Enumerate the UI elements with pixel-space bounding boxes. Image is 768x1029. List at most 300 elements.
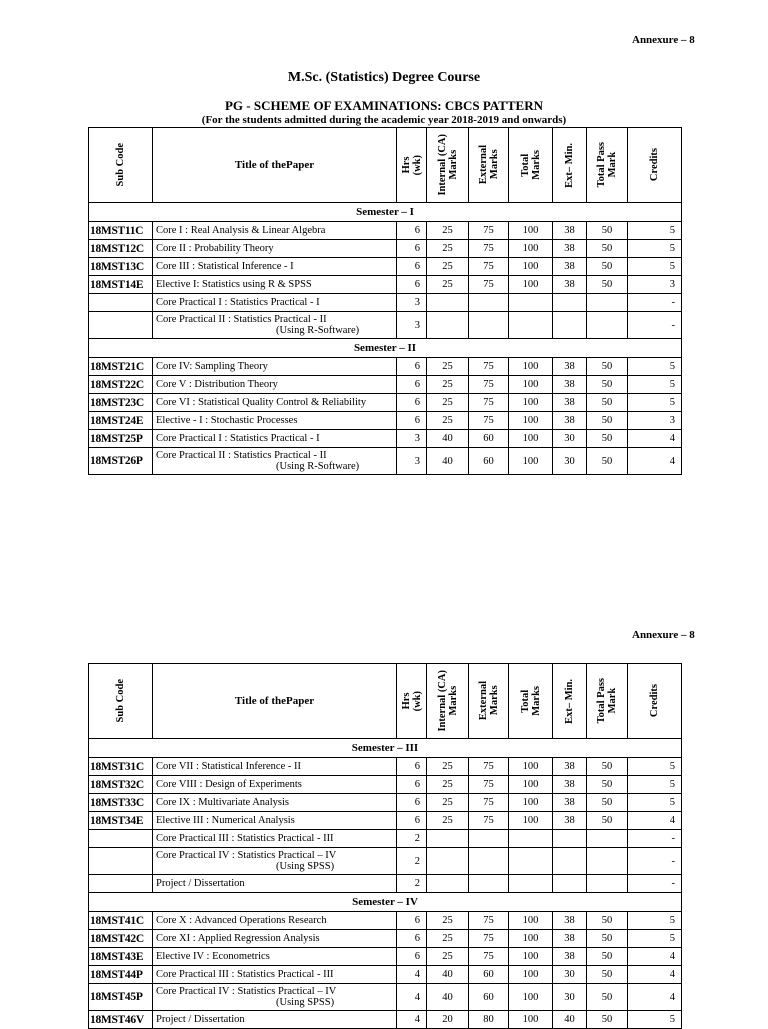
- paper-title: Core I : Real Analysis & Linear Algebra: [156, 225, 326, 236]
- external-marks: 75: [469, 412, 509, 430]
- internal-marks: 25: [427, 812, 469, 830]
- external-marks: 60: [469, 448, 509, 475]
- hours: 6: [397, 276, 427, 294]
- ext-min: [553, 830, 587, 848]
- header-external-marks: [469, 128, 509, 203]
- credits: 5: [628, 394, 682, 412]
- total-pass-mark: 50: [587, 394, 628, 412]
- header-sub-code: [89, 664, 153, 739]
- total-marks: 100: [509, 812, 553, 830]
- total-marks: 100: [509, 222, 553, 240]
- ext-min: 38: [553, 412, 587, 430]
- credits: 5: [628, 794, 682, 812]
- paper-title-cell: [153, 875, 397, 893]
- ext-min: 38: [553, 222, 587, 240]
- ext-min: 38: [553, 394, 587, 412]
- external-marks: [469, 294, 509, 312]
- header-sub-code-label: Sub Code: [115, 143, 126, 187]
- paper-title-cell: [153, 912, 397, 930]
- paper-title: Core IX : Multivariate Analysis: [156, 797, 289, 808]
- external-marks: 75: [469, 930, 509, 948]
- header-ext-min: [553, 664, 587, 739]
- paper-title-cell: [153, 930, 397, 948]
- table-row: [89, 240, 682, 258]
- sub-code: 18MST23C: [89, 394, 153, 412]
- paper-title: Core Practical II : Statistics Practical - II: [156, 450, 327, 461]
- ext-min: 30: [553, 448, 587, 475]
- total-marks: 100: [509, 258, 553, 276]
- total-marks: [509, 294, 553, 312]
- ext-min: 38: [553, 948, 587, 966]
- paper-title: Project / Dissertation: [156, 1014, 245, 1025]
- hours: 6: [397, 358, 427, 376]
- credits: -: [628, 848, 682, 875]
- total-pass-mark: [587, 312, 628, 339]
- hours: 6: [397, 948, 427, 966]
- credits: 4: [628, 948, 682, 966]
- sub-code: [89, 312, 153, 339]
- header-total-pass-mark-label: Total Pass Mark: [596, 142, 618, 188]
- external-marks: [469, 875, 509, 893]
- hours: 4: [397, 984, 427, 1011]
- sub-code: 18MST34E: [89, 812, 153, 830]
- table-row: [89, 948, 682, 966]
- table-row: [89, 376, 682, 394]
- header-external-marks-label: External Marks: [477, 681, 500, 721]
- header-total-marks: [509, 664, 553, 739]
- paper-subtitle: (Using SPSS): [276, 861, 335, 872]
- hours: 2: [397, 875, 427, 893]
- table-row: [89, 1011, 682, 1029]
- header-total-marks: [509, 128, 553, 203]
- external-marks: 75: [469, 376, 509, 394]
- internal-marks: 25: [427, 394, 469, 412]
- total-pass-mark: [587, 294, 628, 312]
- internal-marks: [427, 294, 469, 312]
- internal-marks: 25: [427, 276, 469, 294]
- credits: 4: [628, 812, 682, 830]
- internal-marks: 25: [427, 776, 469, 794]
- annexure-label-page-2: Annexure – 8: [632, 629, 695, 641]
- total-pass-mark: 50: [587, 930, 628, 948]
- total-marks: 100: [509, 394, 553, 412]
- paper-title-cell: [153, 966, 397, 984]
- external-marks: 75: [469, 258, 509, 276]
- table-row: [89, 294, 682, 312]
- total-pass-mark: 50: [587, 430, 628, 448]
- hours: 6: [397, 376, 427, 394]
- internal-marks: [427, 830, 469, 848]
- sub-code: 18MST14E: [89, 276, 153, 294]
- total-marks: 100: [509, 758, 553, 776]
- hours: 6: [397, 812, 427, 830]
- hours: 3: [397, 312, 427, 339]
- credits: 5: [628, 376, 682, 394]
- sub-code: 18MST26P: [89, 448, 153, 475]
- header-title-label: Title of thePaper: [234, 695, 315, 707]
- hours: 3: [397, 294, 427, 312]
- credits: 5: [628, 240, 682, 258]
- paper-title: Core Practical IV : Statistics Practical – IV: [156, 986, 337, 997]
- sub-code: 18MST43E: [89, 948, 153, 966]
- header-total-pass-mark-label: Total Pass Mark: [596, 678, 618, 724]
- semester-heading: Semester – III: [89, 739, 682, 758]
- hours: 2: [397, 830, 427, 848]
- sub-code: 18MST44P: [89, 966, 153, 984]
- paper-title-cell: [153, 312, 397, 339]
- credits: 5: [628, 1011, 682, 1029]
- sub-code: 18MST12C: [89, 240, 153, 258]
- course-title: M.Sc. (Statistics) Degree Course: [287, 70, 481, 85]
- header-sub-code-label: Sub Code: [115, 679, 126, 723]
- total-marks: 100: [509, 948, 553, 966]
- internal-marks: 25: [427, 222, 469, 240]
- paper-title: Core VI : Statistical Quality Control & Reliability: [156, 397, 367, 408]
- header-hrs: [397, 664, 427, 739]
- hours: 4: [397, 966, 427, 984]
- ext-min: 38: [553, 794, 587, 812]
- sub-code: 18MST46V: [89, 1011, 153, 1029]
- total-pass-mark: [587, 830, 628, 848]
- header-hrs: [397, 128, 427, 203]
- ext-min: 38: [553, 240, 587, 258]
- credits: 5: [628, 358, 682, 376]
- credits: 5: [628, 912, 682, 930]
- hours: 2: [397, 848, 427, 875]
- paper-title: Elective I: Statistics using R & SPSS: [156, 279, 312, 290]
- paper-title: Elective IV : Econometrics: [156, 951, 270, 962]
- total-marks: [509, 312, 553, 339]
- ext-min: 30: [553, 984, 587, 1011]
- total-marks: 100: [509, 912, 553, 930]
- credits: 5: [628, 776, 682, 794]
- hours: 6: [397, 240, 427, 258]
- total-marks: 100: [509, 240, 553, 258]
- ext-min: 38: [553, 276, 587, 294]
- external-marks: 75: [469, 394, 509, 412]
- header-title: [153, 128, 397, 203]
- paper-title-cell: [153, 276, 397, 294]
- ext-min: 38: [553, 776, 587, 794]
- total-pass-mark: 50: [587, 258, 628, 276]
- sub-code: [89, 875, 153, 893]
- total-pass-mark: [587, 848, 628, 875]
- internal-marks: 25: [427, 948, 469, 966]
- table-row: [89, 930, 682, 948]
- table-row: [89, 430, 682, 448]
- total-pass-mark: 50: [587, 966, 628, 984]
- header-total-marks-label: Total Marks: [519, 686, 542, 716]
- ext-min: 38: [553, 912, 587, 930]
- paper-title-cell: [153, 222, 397, 240]
- total-marks: [509, 875, 553, 893]
- internal-marks: 25: [427, 258, 469, 276]
- header-ext-min-label: Ext– Min.: [564, 678, 575, 724]
- ext-min: 38: [553, 258, 587, 276]
- header-hrs-label: Hrs (wk): [400, 154, 423, 176]
- hours: 3: [397, 430, 427, 448]
- table-header: [89, 128, 682, 203]
- table-row: [89, 412, 682, 430]
- paper-subtitle: (Using R-Software): [276, 461, 360, 472]
- total-marks: 100: [509, 776, 553, 794]
- external-marks: 80: [469, 1011, 509, 1029]
- table-row: [89, 448, 682, 475]
- table-row: [89, 258, 682, 276]
- table-row: [89, 276, 682, 294]
- paper-title: Core III : Statistical Inference - I: [156, 261, 294, 272]
- paper-title: Core II : Probability Theory: [156, 243, 274, 254]
- sub-code: [89, 848, 153, 875]
- internal-marks: 25: [427, 240, 469, 258]
- internal-marks: 25: [427, 930, 469, 948]
- total-marks: 100: [509, 930, 553, 948]
- total-pass-mark: 50: [587, 222, 628, 240]
- credits: -: [628, 830, 682, 848]
- internal-marks: 25: [427, 412, 469, 430]
- hours: 6: [397, 912, 427, 930]
- paper-title: Core Practical III : Statistics Practical - III: [156, 969, 334, 980]
- external-marks: 60: [469, 984, 509, 1011]
- total-pass-mark: 50: [587, 984, 628, 1011]
- paper-title-cell: [153, 376, 397, 394]
- internal-marks: [427, 875, 469, 893]
- table-row: [89, 966, 682, 984]
- table-row: [89, 875, 682, 893]
- header-external-marks: [469, 664, 509, 739]
- total-marks: 100: [509, 966, 553, 984]
- ext-min: 30: [553, 430, 587, 448]
- external-marks: 75: [469, 776, 509, 794]
- sub-code: [89, 830, 153, 848]
- sub-code: 18MST13C: [89, 258, 153, 276]
- sub-code: 18MST31C: [89, 758, 153, 776]
- paper-title: Core Practical I : Statistics Practical - I: [156, 433, 320, 444]
- total-pass-mark: 50: [587, 358, 628, 376]
- total-marks: 100: [509, 430, 553, 448]
- paper-subtitle: (Using R-Software): [276, 325, 360, 336]
- header-ext-min: [553, 128, 587, 203]
- table-row: [89, 830, 682, 848]
- internal-marks: 40: [427, 984, 469, 1011]
- credits: 5: [628, 258, 682, 276]
- internal-marks: 25: [427, 794, 469, 812]
- sub-code: 18MST32C: [89, 776, 153, 794]
- table-row: [89, 848, 682, 875]
- header-internal-marks: [427, 128, 469, 203]
- external-marks: 75: [469, 794, 509, 812]
- paper-title-cell: [153, 412, 397, 430]
- credits: -: [628, 294, 682, 312]
- ext-min: 40: [553, 1011, 587, 1029]
- table-row: [89, 812, 682, 830]
- paper-title-cell: [153, 758, 397, 776]
- external-marks: [469, 830, 509, 848]
- table-row: [89, 358, 682, 376]
- internal-marks: 40: [427, 448, 469, 475]
- header-credits: [628, 664, 682, 739]
- total-pass-mark: 50: [587, 812, 628, 830]
- paper-title-cell: [153, 830, 397, 848]
- table-row: [89, 222, 682, 240]
- ext-min: [553, 294, 587, 312]
- header-credits-label: Credits: [649, 148, 660, 182]
- paper-title-cell: [153, 358, 397, 376]
- total-marks: [509, 848, 553, 875]
- header-internal-marks-label: Internal (CA) Marks: [436, 670, 459, 732]
- internal-marks: 25: [427, 376, 469, 394]
- total-pass-mark: 50: [587, 448, 628, 475]
- sub-code: [89, 294, 153, 312]
- admitted-note: (For the students admitted during the academic year 2018-2019 and onwards): [201, 114, 567, 126]
- header-ext-min-label: Ext– Min.: [564, 142, 575, 188]
- hours: 6: [397, 394, 427, 412]
- hours: 6: [397, 222, 427, 240]
- external-marks: 60: [469, 966, 509, 984]
- sub-code: 18MST11C: [89, 222, 153, 240]
- hours: 6: [397, 412, 427, 430]
- paper-title-cell: [153, 812, 397, 830]
- total-pass-mark: 50: [587, 912, 628, 930]
- total-pass-mark: 50: [587, 776, 628, 794]
- credits: 5: [628, 758, 682, 776]
- credits: -: [628, 312, 682, 339]
- sub-code: 18MST25P: [89, 430, 153, 448]
- hours: 3: [397, 448, 427, 475]
- semester-heading: Semester – IV: [89, 893, 682, 912]
- ext-min: 38: [553, 376, 587, 394]
- internal-marks: [427, 312, 469, 339]
- credits: -: [628, 875, 682, 893]
- credits: 4: [628, 430, 682, 448]
- paper-title-cell: [153, 294, 397, 312]
- header-external-marks-label: External Marks: [477, 145, 500, 185]
- header-sub-code: [89, 128, 153, 203]
- ext-min: [553, 312, 587, 339]
- internal-marks: 25: [427, 358, 469, 376]
- ext-min: 38: [553, 358, 587, 376]
- credits: 5: [628, 222, 682, 240]
- paper-title: Core Practical IV : Statistics Practical – IV: [156, 850, 337, 861]
- paper-title: Project / Dissertation: [156, 878, 245, 889]
- total-marks: 100: [509, 1011, 553, 1029]
- table-row: [89, 758, 682, 776]
- paper-title-cell: [153, 948, 397, 966]
- header-total-pass-mark: [587, 664, 628, 739]
- total-marks: 100: [509, 412, 553, 430]
- total-pass-mark: 50: [587, 1011, 628, 1029]
- semester-heading: Semester – I: [89, 203, 682, 222]
- ext-min: 38: [553, 812, 587, 830]
- credits: 3: [628, 276, 682, 294]
- external-marks: 75: [469, 758, 509, 776]
- paper-title-cell: [153, 984, 397, 1011]
- total-marks: 100: [509, 448, 553, 475]
- header-internal-marks-label: Internal (CA) Marks: [436, 134, 459, 196]
- scheme-table-2: [88, 663, 682, 1029]
- hours: 4: [397, 1011, 427, 1029]
- sub-code: 18MST41C: [89, 912, 153, 930]
- paper-title-cell: [153, 776, 397, 794]
- total-pass-mark: 50: [587, 276, 628, 294]
- paper-title-cell: [153, 430, 397, 448]
- external-marks: 75: [469, 812, 509, 830]
- table-row: [89, 794, 682, 812]
- table-row: [89, 394, 682, 412]
- total-marks: [509, 830, 553, 848]
- paper-title: Core V : Distribution Theory: [156, 379, 278, 390]
- ext-min: [553, 875, 587, 893]
- hours: 6: [397, 794, 427, 812]
- external-marks: 75: [469, 912, 509, 930]
- paper-title: Core IV: Sampling Theory: [156, 361, 268, 372]
- internal-marks: 40: [427, 966, 469, 984]
- total-pass-mark: 50: [587, 240, 628, 258]
- ext-min: 38: [553, 758, 587, 776]
- total-pass-mark: [587, 875, 628, 893]
- scheme-table-1: [88, 127, 682, 475]
- sub-code: 18MST42C: [89, 930, 153, 948]
- external-marks: [469, 312, 509, 339]
- ext-min: 30: [553, 966, 587, 984]
- total-pass-mark: 50: [587, 758, 628, 776]
- internal-marks: 40: [427, 430, 469, 448]
- external-marks: 75: [469, 276, 509, 294]
- external-marks: 75: [469, 358, 509, 376]
- paper-title-cell: [153, 848, 397, 875]
- sub-code: 18MST21C: [89, 358, 153, 376]
- header-total-marks-label: Total Marks: [519, 150, 542, 180]
- credits: 4: [628, 448, 682, 475]
- external-marks: 75: [469, 240, 509, 258]
- paper-title-cell: [153, 794, 397, 812]
- external-marks: 75: [469, 948, 509, 966]
- table-row: [89, 912, 682, 930]
- total-marks: 100: [509, 794, 553, 812]
- semester-heading: Semester – II: [89, 339, 682, 358]
- hours: 6: [397, 758, 427, 776]
- header-total-pass-mark: [587, 128, 628, 203]
- sub-code: 18MST33C: [89, 794, 153, 812]
- paper-title-cell: [153, 394, 397, 412]
- internal-marks: 25: [427, 912, 469, 930]
- total-pass-mark: 50: [587, 376, 628, 394]
- sub-code: 18MST45P: [89, 984, 153, 1011]
- credits: 4: [628, 984, 682, 1011]
- paper-title: Core Practical III : Statistics Practical - III: [156, 833, 334, 844]
- scheme-title: PG - SCHEME OF EXAMINATIONS: CBCS PATTERN: [224, 98, 544, 113]
- external-marks: [469, 848, 509, 875]
- header-internal-marks: [427, 664, 469, 739]
- annexure-label: Annexure – 8: [632, 34, 695, 46]
- hours: 6: [397, 776, 427, 794]
- header-credits-label: Credits: [649, 684, 660, 718]
- paper-title: Core X : Advanced Operations Research: [156, 915, 327, 926]
- paper-title-cell: [153, 240, 397, 258]
- external-marks: 60: [469, 430, 509, 448]
- table-row: [89, 984, 682, 1011]
- hours: 6: [397, 930, 427, 948]
- total-marks: 100: [509, 276, 553, 294]
- external-marks: 75: [469, 222, 509, 240]
- ext-min: [553, 848, 587, 875]
- header-title: [153, 664, 397, 739]
- paper-title-cell: [153, 448, 397, 475]
- internal-marks: 20: [427, 1011, 469, 1029]
- table-row: [89, 312, 682, 339]
- header-hrs-label: Hrs (wk): [400, 690, 423, 712]
- paper-title: Core Practical I : Statistics Practical - I: [156, 297, 320, 308]
